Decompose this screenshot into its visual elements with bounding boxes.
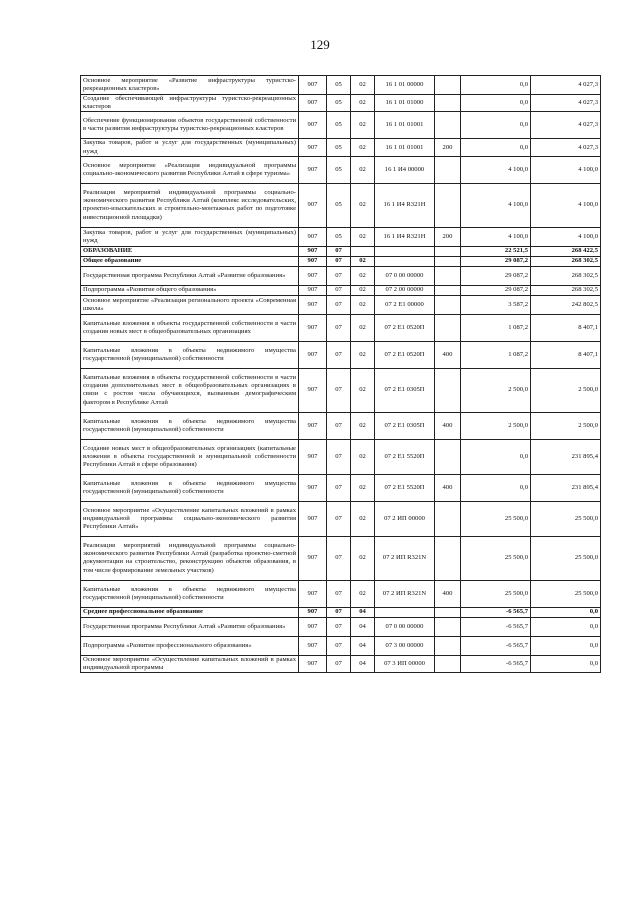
table-row <box>81 266 601 285</box>
row-name: Обеспечение функционирования объектов государственной собственности в части развития инфраструктуры туристско-рекреационных кластеров <box>81 112 299 139</box>
row-ministry-code: 907 <box>299 285 327 295</box>
row-target-code: 16 1 И4 00000 <box>375 156 435 183</box>
row-expense-type-code <box>435 655 461 672</box>
row-expense-type-code <box>435 295 461 314</box>
row-amount-2: 25 500,0 <box>531 536 601 580</box>
row-amount-1: -6 565,7 <box>461 617 531 636</box>
table-row <box>81 439 601 474</box>
row-section-code: 05 <box>327 95 351 112</box>
row-amount-2: 25 500,0 <box>531 501 601 536</box>
table-row <box>81 295 601 314</box>
row-name: Основное мероприятие «Осуществление капитальных вложений в рамках индивидуальной программы социально-экономического развития Республики Алтай» <box>81 501 299 536</box>
row-amount-2: 4 027,3 <box>531 95 601 112</box>
row-ministry-code: 907 <box>299 183 327 227</box>
table-row <box>81 183 601 227</box>
row-amount-2: 2 500,0 <box>531 368 601 412</box>
row-expense-type-code <box>435 314 461 341</box>
table-row <box>81 256 601 266</box>
table-row <box>81 636 601 655</box>
row-section-code: 07 <box>327 314 351 341</box>
row-target-code: 07 2 Е1 0305П <box>375 368 435 412</box>
row-expense-type-code: 400 <box>435 474 461 501</box>
row-expense-type-code <box>435 95 461 112</box>
row-target-code: 07 0 00 00000 <box>375 617 435 636</box>
row-amount-2: 0,0 <box>531 655 601 672</box>
row-name: ОБРАЗОВАНИЕ <box>81 246 299 256</box>
row-name: Капитальные вложения в объекты государственной собственности в части создания дополнительных мест в общеобразовательных организациях в связи с ростом числа обучающихся, вызванным демографическим фактором в Республике Алтай <box>81 368 299 412</box>
table-row <box>81 139 601 156</box>
table-row <box>81 607 601 617</box>
row-section-code: 05 <box>327 227 351 246</box>
row-subsection-code: 02 <box>351 76 375 95</box>
table-row <box>81 474 601 501</box>
row-amount-2: 2 500,0 <box>531 412 601 439</box>
row-section-code: 07 <box>327 655 351 672</box>
row-ministry-code: 907 <box>299 412 327 439</box>
row-expense-type-code <box>435 266 461 285</box>
row-name: Создание обеспечивающей инфраструктуры туристско-рекреационных кластеров <box>81 95 299 112</box>
row-section-code: 07 <box>327 474 351 501</box>
row-subsection-code: 02 <box>351 341 375 368</box>
row-amount-2: 25 500,0 <box>531 580 601 607</box>
table-row <box>81 76 601 95</box>
row-subsection-code: 02 <box>351 439 375 474</box>
row-name: Подпрограмма «Развитие профессионального образования» <box>81 636 299 655</box>
row-amount-2: 4 027,3 <box>531 112 601 139</box>
row-name: Общее образование <box>81 256 299 266</box>
row-section-code: 07 <box>327 536 351 580</box>
table-row <box>81 501 601 536</box>
row-ministry-code: 907 <box>299 341 327 368</box>
row-section-code: 07 <box>327 295 351 314</box>
row-amount-2: 8 407,1 <box>531 341 601 368</box>
row-name: Реализация мероприятий индивидуальной программы социально-экономического развития Республики Алтай (разработка проектно-сметной документации на строительство, реконструкцию объектов образования, в том числе формирование земельных участков) <box>81 536 299 580</box>
row-expense-type-code <box>435 501 461 536</box>
row-name: Государственная программа Республики Алтай «Развитие образования» <box>81 617 299 636</box>
table-row <box>81 227 601 246</box>
page-number: 129 <box>310 37 330 52</box>
row-section-code: 05 <box>327 76 351 95</box>
row-target-code: 07 2 Е1 00000 <box>375 295 435 314</box>
row-section-code: 05 <box>327 112 351 139</box>
row-expense-type-code <box>435 156 461 183</box>
table-body <box>81 76 601 673</box>
row-subsection-code <box>351 246 375 256</box>
row-target-code: 07 2 Е1 0520П <box>375 341 435 368</box>
row-target-code: 07 2 Е1 0520П <box>375 314 435 341</box>
table-row <box>81 246 601 256</box>
row-ministry-code: 907 <box>299 112 327 139</box>
row-name: Основное мероприятие «Реализация регионального проекта «Современная школа» <box>81 295 299 314</box>
row-amount-1: 0,0 <box>461 76 531 95</box>
row-section-code: 07 <box>327 580 351 607</box>
table-row <box>81 655 601 672</box>
row-subsection-code: 02 <box>351 95 375 112</box>
row-section-code: 07 <box>327 607 351 617</box>
table-row <box>81 156 601 183</box>
row-amount-2: 4 100,0 <box>531 227 601 246</box>
row-amount-2: 4 027,3 <box>531 76 601 95</box>
row-ministry-code: 907 <box>299 636 327 655</box>
row-name: Капитальные вложения в объекты недвижимого имущества государственной (муниципальной) собственности <box>81 580 299 607</box>
row-amount-1: 0,0 <box>461 474 531 501</box>
row-amount-2: 268 302,5 <box>531 256 601 266</box>
row-expense-type-code <box>435 536 461 580</box>
row-subsection-code: 02 <box>351 580 375 607</box>
row-expense-type-code <box>435 636 461 655</box>
row-expense-type-code <box>435 246 461 256</box>
row-name: Капитальные вложения в объекты государственной собственности в части создания новых мест в общеобразовательных организациях <box>81 314 299 341</box>
row-amount-1: -6 565,7 <box>461 636 531 655</box>
row-amount-2: 4 027,3 <box>531 139 601 156</box>
row-name: Закупка товаров, работ и услуг для государственных (муниципальных) нужд <box>81 139 299 156</box>
row-expense-type-code <box>435 112 461 139</box>
row-ministry-code: 907 <box>299 536 327 580</box>
row-amount-1: 22 521,5 <box>461 246 531 256</box>
row-amount-1: 2 500,0 <box>461 412 531 439</box>
row-amount-1: 0,0 <box>461 139 531 156</box>
row-expense-type-code: 400 <box>435 580 461 607</box>
row-section-code: 07 <box>327 368 351 412</box>
row-subsection-code: 02 <box>351 156 375 183</box>
row-expense-type-code: 200 <box>435 227 461 246</box>
row-amount-2: 0,0 <box>531 636 601 655</box>
row-amount-1: 4 100,0 <box>461 227 531 246</box>
row-subsection-code: 02 <box>351 314 375 341</box>
row-name: Основное мероприятие «Развитие инфраструктуры туристско-рекреационных кластеров» <box>81 76 299 95</box>
row-ministry-code: 907 <box>299 617 327 636</box>
row-amount-1: 29 087,2 <box>461 256 531 266</box>
row-amount-1: -6 565,7 <box>461 607 531 617</box>
row-target-code: 07 2 Е1 0305П <box>375 412 435 439</box>
row-amount-1: 2 500,0 <box>461 368 531 412</box>
row-ministry-code: 907 <box>299 95 327 112</box>
row-subsection-code: 04 <box>351 655 375 672</box>
row-subsection-code: 02 <box>351 295 375 314</box>
row-amount-1: -6 565,7 <box>461 655 531 672</box>
row-subsection-code: 02 <box>351 256 375 266</box>
row-target-code: 07 2 Е1 5520П <box>375 439 435 474</box>
row-target-code: 07 3 ИП 00000 <box>375 655 435 672</box>
row-target-code: 16 1 01 00000 <box>375 76 435 95</box>
row-subsection-code: 02 <box>351 266 375 285</box>
row-section-code: 07 <box>327 266 351 285</box>
row-target-code <box>375 607 435 617</box>
row-ministry-code: 907 <box>299 655 327 672</box>
table-row <box>81 412 601 439</box>
row-subsection-code: 02 <box>351 112 375 139</box>
table-row <box>81 314 601 341</box>
row-target-code: 16 1 01 01001 <box>375 139 435 156</box>
row-section-code: 07 <box>327 256 351 266</box>
row-amount-1: 29 087,2 <box>461 285 531 295</box>
row-target-code: 16 1 И4 R321Н <box>375 227 435 246</box>
row-amount-2: 4 100,0 <box>531 183 601 227</box>
row-amount-1: 4 100,0 <box>461 156 531 183</box>
row-section-code: 05 <box>327 139 351 156</box>
row-target-code: 07 0 00 00000 <box>375 266 435 285</box>
row-subsection-code: 02 <box>351 474 375 501</box>
row-target-code: 07 2 00 00000 <box>375 285 435 295</box>
row-expense-type-code: 200 <box>435 139 461 156</box>
row-section-code: 05 <box>327 183 351 227</box>
row-subsection-code: 04 <box>351 617 375 636</box>
row-target-code: 07 3 00 00000 <box>375 636 435 655</box>
row-ministry-code: 907 <box>299 474 327 501</box>
row-amount-1: 0,0 <box>461 95 531 112</box>
table-row <box>81 95 601 112</box>
row-subsection-code: 04 <box>351 607 375 617</box>
row-subsection-code: 02 <box>351 501 375 536</box>
row-target-code: 07 2 ИП R321N <box>375 536 435 580</box>
row-ministry-code: 907 <box>299 256 327 266</box>
row-subsection-code: 02 <box>351 285 375 295</box>
row-amount-1: 0,0 <box>461 112 531 139</box>
row-expense-type-code: 400 <box>435 341 461 368</box>
row-target-code: 16 1 01 01000 <box>375 95 435 112</box>
row-target-code: 07 2 Е1 5520П <box>375 474 435 501</box>
row-subsection-code: 02 <box>351 536 375 580</box>
row-name: Создание новых мест в общеобразовательных организациях (капитальные вложения в объекты государственной и муниципальной собственности Республики Алтай в сфере образования) <box>81 439 299 474</box>
row-ministry-code: 907 <box>299 580 327 607</box>
row-amount-1: 1 087,2 <box>461 341 531 368</box>
row-amount-1: 1 087,2 <box>461 314 531 341</box>
row-subsection-code: 02 <box>351 183 375 227</box>
row-ministry-code: 907 <box>299 295 327 314</box>
row-expense-type-code <box>435 256 461 266</box>
row-ministry-code: 907 <box>299 368 327 412</box>
row-expense-type-code <box>435 617 461 636</box>
row-name: Основное мероприятие «Реализация индивидуальной программы социально-экономического развития Республики Алтай в сфере туризма» <box>81 156 299 183</box>
row-expense-type-code: 400 <box>435 412 461 439</box>
row-amount-1: 25 500,0 <box>461 580 531 607</box>
row-section-code: 07 <box>327 636 351 655</box>
row-amount-2: 4 100,0 <box>531 156 601 183</box>
row-name: Подпрограмма «Развитие общего образования» <box>81 285 299 295</box>
row-ministry-code: 907 <box>299 139 327 156</box>
row-amount-2: 231 895,4 <box>531 474 601 501</box>
row-section-code: 07 <box>327 341 351 368</box>
row-amount-2: 0,0 <box>531 617 601 636</box>
row-amount-2: 8 407,1 <box>531 314 601 341</box>
row-name: Основное мероприятие «Осуществление капитальных вложений в рамках индивидуальной программы <box>81 655 299 672</box>
row-section-code: 07 <box>327 285 351 295</box>
row-section-code: 07 <box>327 617 351 636</box>
row-section-code: 07 <box>327 439 351 474</box>
row-name: Государственная программа Республики Алтай «Развитие образования» <box>81 266 299 285</box>
table-row <box>81 536 601 580</box>
row-target-code: 07 2 ИП R321N <box>375 580 435 607</box>
row-ministry-code: 907 <box>299 314 327 341</box>
table-row <box>81 112 601 139</box>
row-expense-type-code <box>435 368 461 412</box>
row-amount-1: 3 587,2 <box>461 295 531 314</box>
row-section-code: 07 <box>327 501 351 536</box>
row-name: Закупка товаров, работ и услуг для государственных (муниципальных) нужд <box>81 227 299 246</box>
row-amount-1: 25 500,0 <box>461 501 531 536</box>
table-row <box>81 285 601 295</box>
row-subsection-code: 02 <box>351 139 375 156</box>
row-ministry-code: 907 <box>299 501 327 536</box>
row-subsection-code: 02 <box>351 368 375 412</box>
row-amount-1: 25 500,0 <box>461 536 531 580</box>
row-amount-2: 242 802,5 <box>531 295 601 314</box>
table-row <box>81 617 601 636</box>
row-target-code: 16 1 01 01001 <box>375 112 435 139</box>
row-amount-2: 268 302,5 <box>531 285 601 295</box>
row-expense-type-code <box>435 607 461 617</box>
row-amount-1: 4 100,0 <box>461 183 531 227</box>
budget-table <box>80 75 601 673</box>
row-expense-type-code <box>435 183 461 227</box>
row-amount-2: 268 422,5 <box>531 246 601 256</box>
row-section-code: 05 <box>327 156 351 183</box>
row-ministry-code: 907 <box>299 156 327 183</box>
row-target-code: 16 1 И4 R321Н <box>375 183 435 227</box>
row-amount-2: 0,0 <box>531 607 601 617</box>
row-expense-type-code <box>435 285 461 295</box>
table-row <box>81 580 601 607</box>
table-row <box>81 341 601 368</box>
row-expense-type-code <box>435 439 461 474</box>
row-amount-2: 268 302,5 <box>531 266 601 285</box>
row-subsection-code: 04 <box>351 636 375 655</box>
row-target-code <box>375 246 435 256</box>
row-subsection-code: 02 <box>351 227 375 246</box>
row-subsection-code: 02 <box>351 412 375 439</box>
row-name: Капитальные вложения в объекты недвижимого имущества государственной (муниципальной) собственности <box>81 474 299 501</box>
row-ministry-code: 907 <box>299 76 327 95</box>
row-amount-1: 29 087,2 <box>461 266 531 285</box>
row-target-code <box>375 256 435 266</box>
row-name: Реализация мероприятий индивидуальной программы социально-экономического развития Республики Алтай (комплекс исследовательских, проектно-изыскательских и строительно-монтажных работ по подготовке инвестиционной площадки) <box>81 183 299 227</box>
row-ministry-code: 907 <box>299 607 327 617</box>
row-ministry-code: 907 <box>299 439 327 474</box>
table-row <box>81 368 601 412</box>
row-amount-2: 231 895,4 <box>531 439 601 474</box>
row-name: Среднее профессиональное образование <box>81 607 299 617</box>
row-ministry-code: 907 <box>299 227 327 246</box>
row-amount-1: 0,0 <box>461 439 531 474</box>
row-ministry-code: 907 <box>299 246 327 256</box>
row-section-code: 07 <box>327 246 351 256</box>
row-section-code: 07 <box>327 412 351 439</box>
row-name: Капитальные вложения в объекты недвижимого имущества государственной (муниципальной) собственности <box>81 412 299 439</box>
row-expense-type-code <box>435 76 461 95</box>
row-name: Капитальные вложения в объекты недвижимого имущества государственной (муниципальной) собственности <box>81 341 299 368</box>
row-target-code: 07 2 ИП 00000 <box>375 501 435 536</box>
row-ministry-code: 907 <box>299 266 327 285</box>
